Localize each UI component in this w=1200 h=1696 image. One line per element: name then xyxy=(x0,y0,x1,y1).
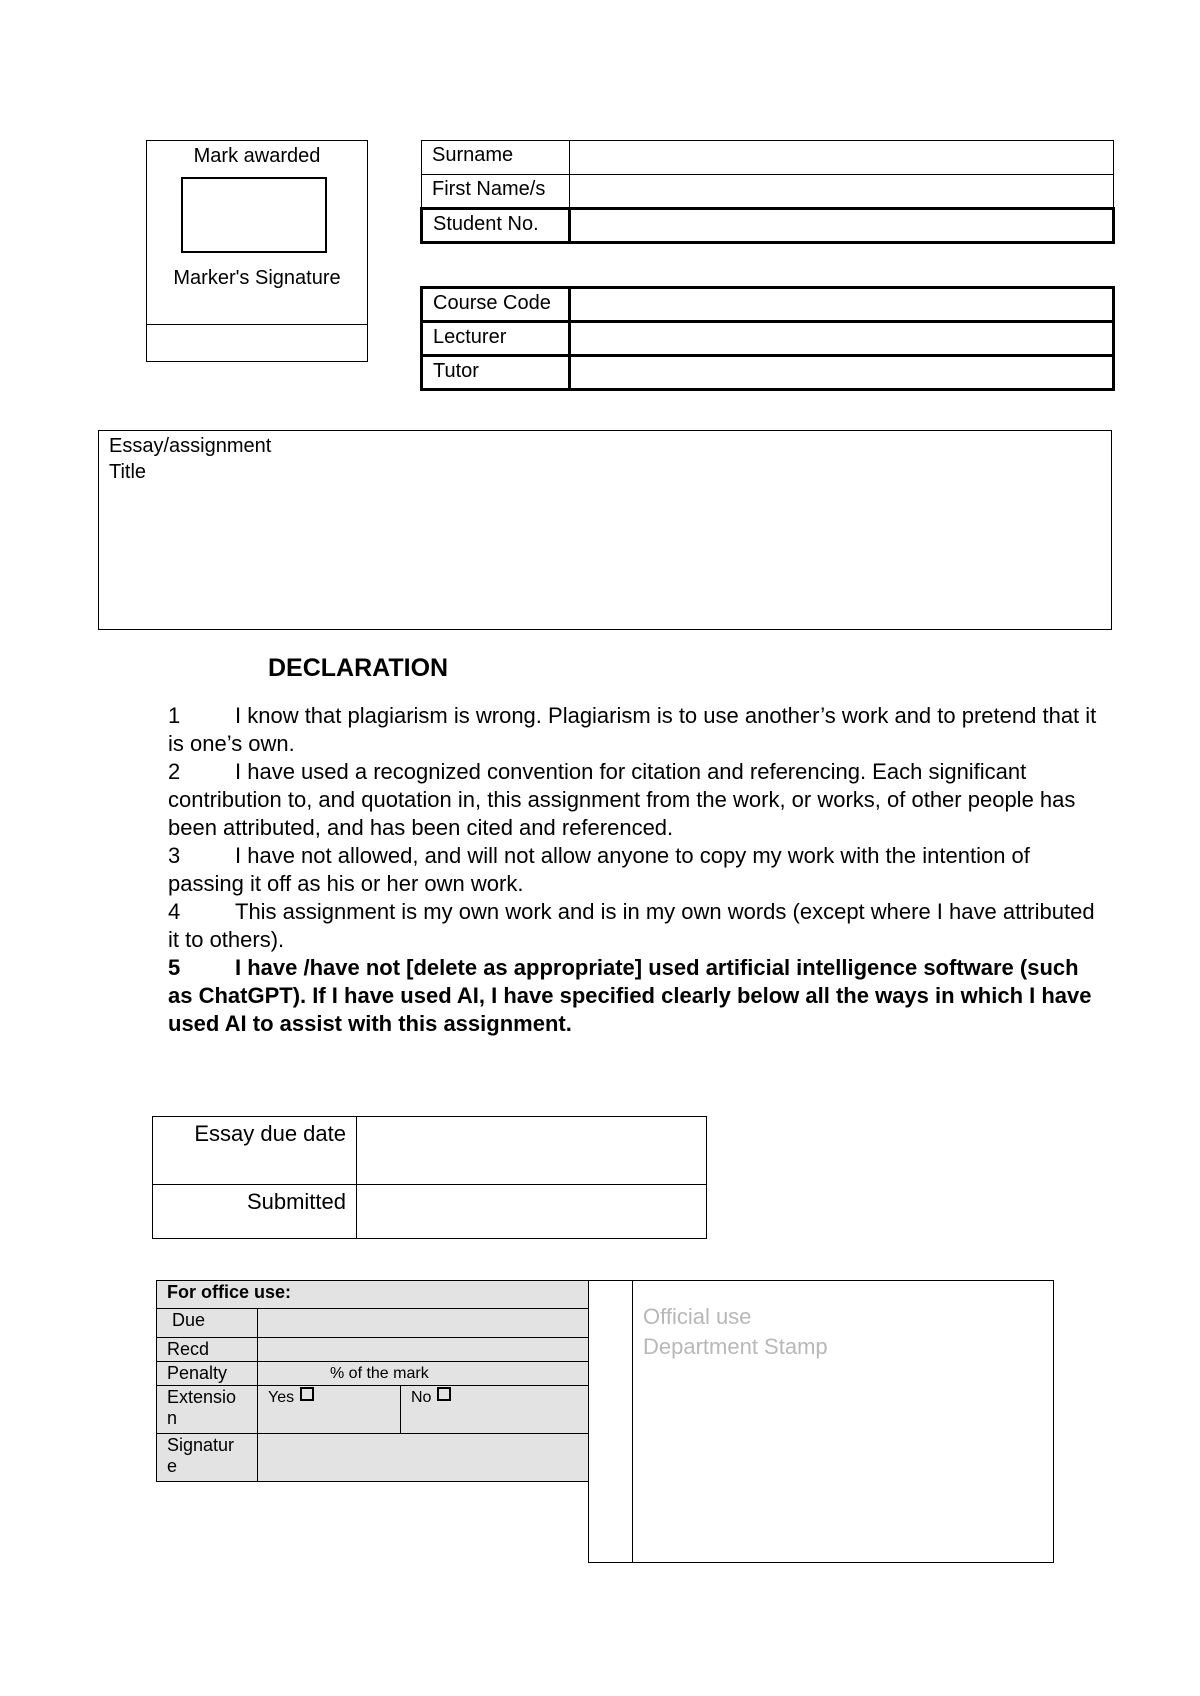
declaration-list xyxy=(168,702,1098,1038)
office-recd-label: Recd xyxy=(157,1338,258,1362)
surname-field[interactable] xyxy=(570,141,1114,175)
percent-of-mark-label: % of the mark xyxy=(330,1365,429,1382)
department-stamp-text: Department Stamp xyxy=(643,1334,828,1359)
office-signature-label: Signatur e xyxy=(157,1434,258,1482)
declaration-number: 4 xyxy=(168,899,181,924)
extension-yes-label: Yes xyxy=(268,1389,295,1406)
essay-title-label-line1: Essay/assignment xyxy=(109,435,272,457)
essay-title-box[interactable] xyxy=(98,430,1112,630)
first-names-field[interactable] xyxy=(570,175,1114,209)
declaration-text: I have not allowed, and will not allow anyone to copy my work with the intention of passing it off as his or her own work. xyxy=(168,843,1030,896)
declaration-item xyxy=(168,842,1098,898)
essay-title-label-line2: Title xyxy=(109,461,147,483)
stamp-box-inner-edge xyxy=(632,1280,633,1563)
course-details-table xyxy=(420,286,1115,391)
mark-awarded-field[interactable] xyxy=(181,177,327,253)
declaration-heading: DECLARATION xyxy=(268,654,449,682)
declaration-number: 5 xyxy=(168,955,181,980)
submitted-label: Submitted xyxy=(153,1185,357,1239)
declaration-number: 2 xyxy=(168,759,181,784)
student-number-label: Student No. xyxy=(422,209,570,243)
office-due-label: Due xyxy=(157,1309,258,1338)
lecturer-label: Lecturer xyxy=(422,322,570,356)
department-stamp-label xyxy=(643,1302,828,1362)
declaration-text: I have used a recognized convention for citation and referencing. Each significant contribution to, and quotation in, this assignment from the work, or works, of other people has been attributed, and has been cited and referenced. xyxy=(168,759,1076,840)
office-use-table xyxy=(156,1280,589,1482)
extension-no-option[interactable] xyxy=(401,1386,589,1434)
declaration-item xyxy=(168,758,1098,842)
no-checkbox-icon[interactable] xyxy=(437,1387,451,1401)
declaration-number: 1 xyxy=(168,703,181,728)
office-recd-field[interactable] xyxy=(258,1338,589,1362)
declaration-text: This assignment is my own work and is in my own words (except where I have attributed it to others). xyxy=(168,899,1095,952)
office-penalty-field[interactable] xyxy=(258,1362,589,1386)
yes-checkbox-icon[interactable] xyxy=(300,1387,314,1401)
course-code-label: Course Code xyxy=(422,288,570,322)
submitted-field[interactable] xyxy=(357,1185,707,1239)
essay-due-date-label: Essay due date xyxy=(153,1117,357,1185)
office-extension-label: Extensio n xyxy=(157,1386,258,1434)
office-signature-field[interactable] xyxy=(258,1434,589,1482)
declaration-number: 3 xyxy=(168,843,181,868)
extension-yes-option[interactable] xyxy=(258,1386,401,1434)
lecturer-field[interactable] xyxy=(570,322,1114,356)
mark-awarded-box xyxy=(146,140,368,362)
surname-label: Surname xyxy=(422,141,570,175)
course-code-field[interactable] xyxy=(570,288,1114,322)
office-due-field[interactable] xyxy=(258,1309,589,1338)
stamp-box-left-edge xyxy=(588,1482,589,1563)
submission-dates-table xyxy=(152,1116,707,1239)
mark-awarded-label: Mark awarded xyxy=(193,145,321,167)
essay-due-date-field[interactable] xyxy=(357,1117,707,1185)
student-details-table xyxy=(420,140,1115,244)
mark-box-divider xyxy=(147,324,367,325)
first-names-label: First Name/s xyxy=(422,175,570,209)
declaration-item xyxy=(168,898,1098,954)
markers-signature-label: Marker's Signature xyxy=(173,267,341,289)
official-use-text: Official use xyxy=(643,1304,752,1329)
declaration-text: I have /have not [delete as appropriate] used artificial intelligence software (such as ChatGPT). If I have used AI, I have specified clearly below all the ways in which I have used AI to assist with this assignment. xyxy=(168,955,1092,1036)
declaration-item xyxy=(168,702,1098,758)
declaration-item-ai xyxy=(168,954,1098,1038)
declaration-text: I know that plagiarism is wrong. Plagiarism is to use another’s work and to pretend that it is one’s own. xyxy=(168,703,1097,756)
student-number-field[interactable] xyxy=(570,209,1114,243)
tutor-field[interactable] xyxy=(570,356,1114,390)
extension-no-label: No xyxy=(411,1389,432,1406)
office-use-header: For office use: xyxy=(157,1281,589,1309)
office-penalty-label: Penalty xyxy=(157,1362,258,1386)
tutor-label: Tutor xyxy=(422,356,570,390)
